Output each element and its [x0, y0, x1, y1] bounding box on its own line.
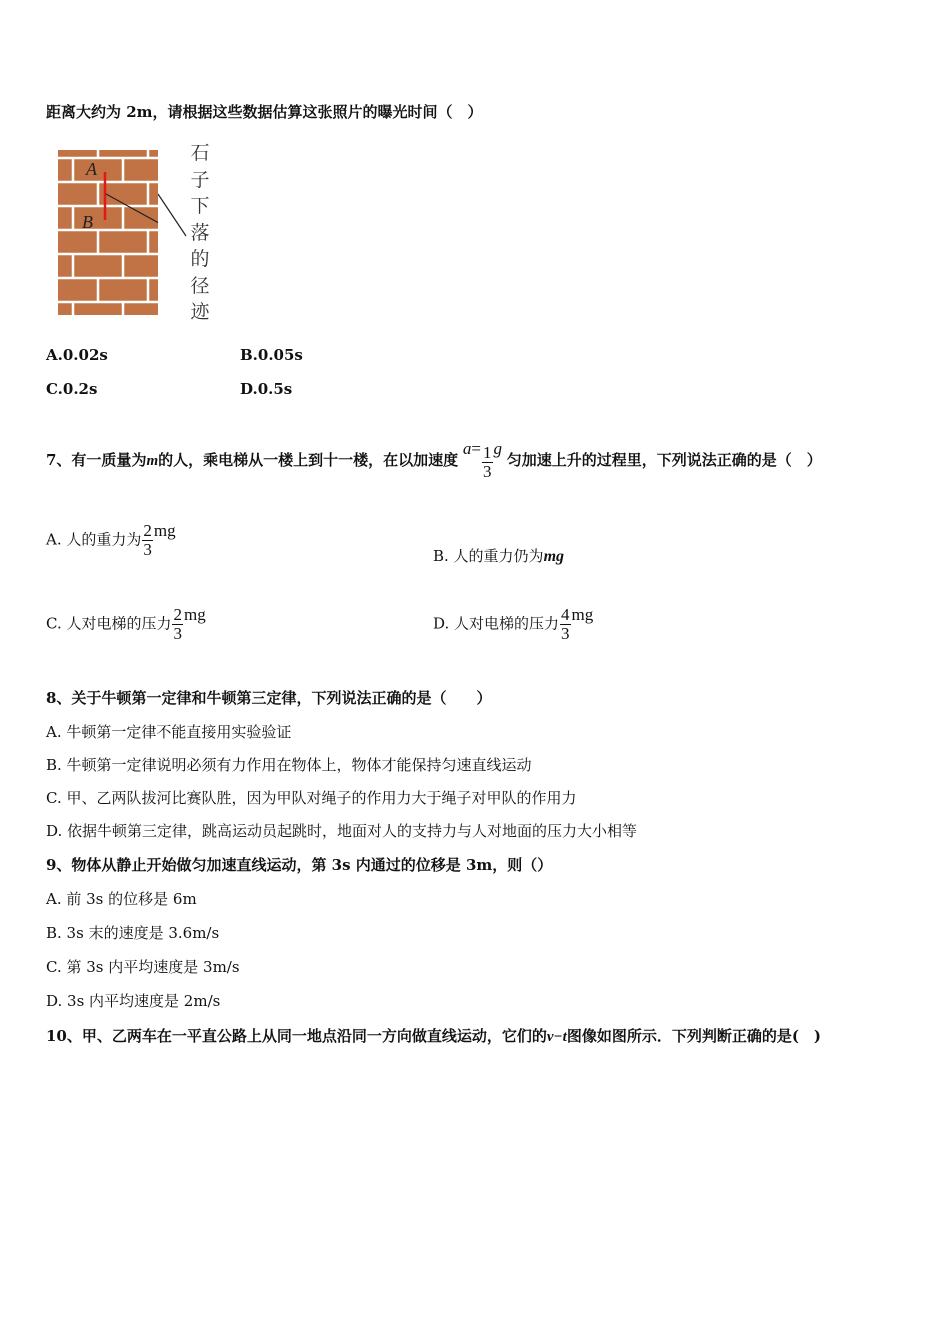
- q9-option-b[interactable]: B. 3s 末的速度是 3.6m/s: [46, 924, 220, 942]
- q10-suffix: 图像如图所示．下列判断正确的是( ): [566, 1027, 822, 1045]
- q7-accel-num: 1: [483, 442, 492, 462]
- q7-option-b-text: B. 人的重力仍为: [433, 547, 544, 565]
- q7-stem: [46, 438, 822, 483]
- q7-accel-var: a: [462, 439, 472, 458]
- caption-char: 石: [190, 142, 210, 164]
- q7-option-b-unit: mg: [543, 548, 565, 565]
- q7-accel-formula: [462, 427, 503, 481]
- q6-option-a[interactable]: A.0.02s: [46, 346, 108, 364]
- figure-caption: [188, 140, 212, 326]
- q8-option-b[interactable]: B. 牛顿第一定律说明必须有力作用在物体上，物体才能保持匀速直线运动: [46, 756, 532, 774]
- q7-option-d-text: D. 人对电梯的压力: [433, 614, 560, 633]
- caption-char: 迹: [190, 301, 210, 323]
- q7-middle: 的人，乘电梯从一楼上到十一楼，在以加速度: [158, 451, 459, 469]
- q6-option-d[interactable]: D.0.5s: [240, 380, 293, 398]
- q7-option-d-unit: mg: [571, 604, 594, 624]
- q7-option-a[interactable]: [46, 522, 176, 559]
- caption-char: 落: [190, 221, 210, 244]
- q8-option-c[interactable]: C. 甲、乙两队拔河比赛队胜，因为甲队对绳子的作用力大于绳子对甲队的作用力: [46, 789, 577, 807]
- q7-suffix: 匀加速上升的过程里，下列说法正确的是（ ）: [506, 451, 822, 469]
- pointer-line-extension: [158, 192, 188, 242]
- fraction-den: 3: [143, 540, 152, 559]
- q10-stem: [46, 1026, 821, 1047]
- q9-option-a[interactable]: A. 前 3s 的位移是 6m: [46, 890, 197, 908]
- q9-option-d[interactable]: D. 3s 内平均速度是 2m/s: [46, 992, 221, 1010]
- q7-option-c-unit: mg: [183, 604, 206, 624]
- q7-accel-den: 3: [483, 461, 492, 481]
- caption-char: 径: [190, 274, 210, 297]
- q7-equals: =: [471, 439, 482, 458]
- q8-stem: 8、关于牛顿第一定律和牛顿第三定律，下列说法正确的是（ ）: [46, 689, 492, 707]
- caption-char: 子: [190, 168, 210, 191]
- q8-option-a[interactable]: A. 牛顿第一定律不能直接用实验验证: [46, 723, 292, 741]
- caption-char: 的: [190, 248, 210, 270]
- q7-option-a-fraction: [142, 522, 153, 559]
- q7-prefix: 7、有一质量为: [46, 451, 147, 469]
- q10-prefix: 10、甲、乙两车在一平直公路上从同一地点沿同一方向做直线运动，它们的: [46, 1027, 547, 1045]
- q7-option-d[interactable]: [433, 606, 593, 643]
- q8-option-d[interactable]: D. 依据牛顿第三定律，跳高运动员起跳时，地面对人的支持力与人对地面的压力大小相等: [46, 822, 638, 840]
- point-b-label: B: [82, 212, 93, 232]
- fraction-num: 4: [561, 605, 570, 624]
- fraction-num: 2: [143, 521, 152, 540]
- q10-vt: v−t: [546, 1029, 567, 1045]
- q9-stem: 9、物体从静止开始做匀加速直线运动，第 3s 内通过的位移是 3m，则（）: [46, 856, 553, 874]
- q6-option-b[interactable]: B.0.05s: [240, 346, 303, 364]
- q7-accel-g: g: [493, 439, 503, 458]
- q7-option-c-text: C. 人对电梯的压力: [46, 614, 172, 633]
- q7-option-a-text: A. 人的重力为: [46, 530, 142, 549]
- q7-accel-fraction: [482, 444, 493, 481]
- fraction-den: 3: [173, 624, 182, 643]
- q7-option-c-fraction: [172, 606, 183, 643]
- q9-option-c[interactable]: C. 第 3s 内平均速度是 3m/s: [46, 958, 240, 976]
- fraction-num: 2: [173, 605, 182, 624]
- point-a-label: A: [86, 159, 97, 179]
- q7-option-b[interactable]: [433, 546, 564, 567]
- fraction-den: 3: [561, 624, 570, 643]
- q7-option-a-unit: mg: [153, 520, 176, 540]
- q6-intro: 距离大约为 2m，请根据这些数据估算这张照片的曝光时间（ ）: [46, 103, 483, 121]
- q6-option-c[interactable]: C.0.2s: [46, 380, 98, 398]
- caption-char: 下: [190, 195, 210, 217]
- q7-mass-var: m: [146, 453, 159, 469]
- brick-wall-figure: [58, 150, 158, 315]
- q7-option-c[interactable]: [46, 606, 206, 643]
- q7-option-d-fraction: [560, 606, 571, 643]
